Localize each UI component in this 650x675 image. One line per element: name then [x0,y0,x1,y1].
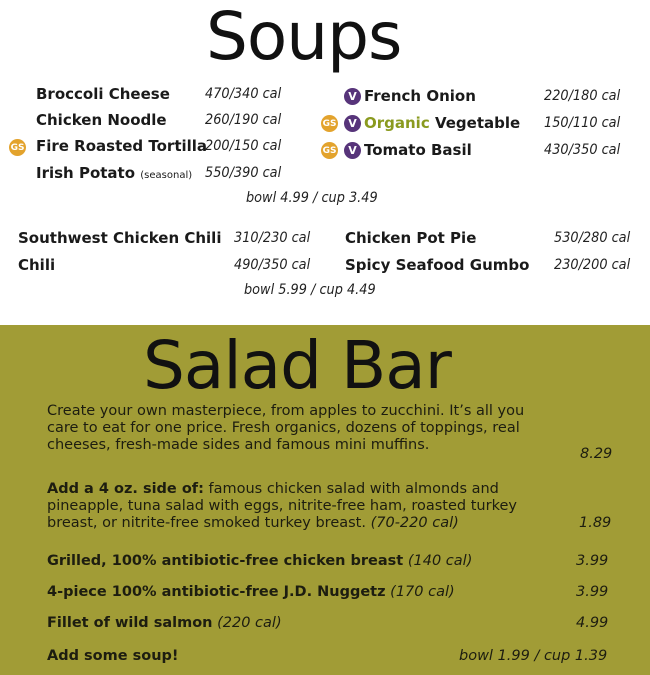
add-side-block [47,481,622,532]
vegetarian-badge: V [344,115,361,132]
salad-row-nuggetz [47,584,455,600]
soup-fire-roasted-tortilla: Fire Roasted Tortilla [36,137,208,155]
side-text: breast, or nitrite-free smoked turkey breast. [47,515,371,531]
vegetarian-badge: V [344,88,361,105]
soup-organic-vegetable-cal: 150/110 cal [544,115,621,131]
soup-spicy-seafood-gumbo: Spicy Seafood Gumbo [345,256,530,274]
soup-broccoli-cheese: Broccoli Cheese [36,85,170,103]
row-price: 3.99 [576,553,609,569]
intro-line: cheeses, fresh-made sides and famous mini muffins. [47,437,430,453]
row-name: Grilled, 100% antibiotic-free chicken breast [47,553,404,569]
soup-fire-roasted-tortilla-cal: 200/150 cal [205,138,282,154]
intro-line: care to eat for one price. Fresh organics, dozens of toppings, real [47,420,520,436]
salad-row-salmon [47,615,282,631]
side-label: Add a 4 oz. side of: [47,481,204,497]
soup-french-onion-cal: 220/180 cal [544,88,621,104]
soup-broccoli-cheese-cal: 470/340 cal [205,86,282,102]
soup-vegetable-name: Vegetable [434,114,521,132]
soup-tomato-basil-cal: 430/350 cal [544,142,621,158]
gluten-sensitive-badge: GS [321,142,338,159]
row-cal: (220 cal) [217,615,282,631]
side-price: 1.89 [579,515,612,531]
salad-row-soup [47,648,179,664]
row-price: 3.99 [576,584,609,600]
seasonal-note: (seasonal) [140,170,193,181]
soup-chicken-pot-pie: Chicken Pot Pie [345,229,477,247]
salad-row-chicken [47,553,472,569]
side-text: famous chicken salad with almonds and [203,481,499,497]
soup-chicken-pot-pie-cal: 530/280 cal [554,230,631,246]
soup-irish-potato-name: Irish Potato [36,164,136,182]
soup-chicken-noodle: Chicken Noodle [36,111,167,129]
chili-price: bowl 5.99 / cup 4.49 [244,282,376,298]
soup-price: bowl 4.99 / cup 3.49 [246,190,378,206]
soup-french-onion: French Onion [364,87,476,105]
soups-section [0,0,650,325]
row-name: Add some soup! [47,648,179,664]
side-line [47,481,622,498]
soup-chili: Chili [18,256,56,274]
salad-bar-intro [47,403,622,454]
soup-southwest-chicken-chili: Southwest Chicken Chili [18,229,222,247]
vegetarian-badge: V [344,142,361,159]
row-cal: (140 cal) [407,553,473,569]
soup-irish-potato [36,164,192,182]
gluten-sensitive-badge: GS [9,139,26,156]
side-line [47,515,622,532]
soup-spicy-seafood-gumbo-cal: 230/200 cal [554,257,631,273]
side-line: pineapple, tuna salad with eggs, nitrite-free ham, roasted turkey [47,498,517,514]
row-price: 4.99 [576,615,609,631]
row-price: bowl 1.99 / cup 1.39 [459,648,608,664]
gluten-sensitive-badge: GS [321,115,338,132]
salad-bar-price: 8.29 [580,446,613,462]
row-cal: (170 cal) [390,584,455,600]
soup-chili-cal: 490/350 cal [234,257,311,273]
row-name: 4-piece 100% antibiotic-free J.D. Nuggetz [47,584,386,600]
row-name: Fillet of wild salmon [47,615,213,631]
soup-organic-vegetable [364,114,520,132]
soup-chicken-noodle-cal: 260/190 cal [205,112,282,128]
salad-bar-title: Salad Bar [143,327,451,404]
soups-title: Soups [206,0,402,75]
soup-irish-potato-cal: 550/390 cal [205,165,282,181]
side-cal: (70-220 cal) [370,515,459,531]
soup-southwest-chicken-chili-cal: 310/230 cal [234,230,311,246]
soup-tomato-basil: Tomato Basil [364,141,472,159]
organic-label: Organic [364,114,430,132]
intro-line: Create your own masterpiece, from apples to zucchini. It’s all you [47,403,525,419]
